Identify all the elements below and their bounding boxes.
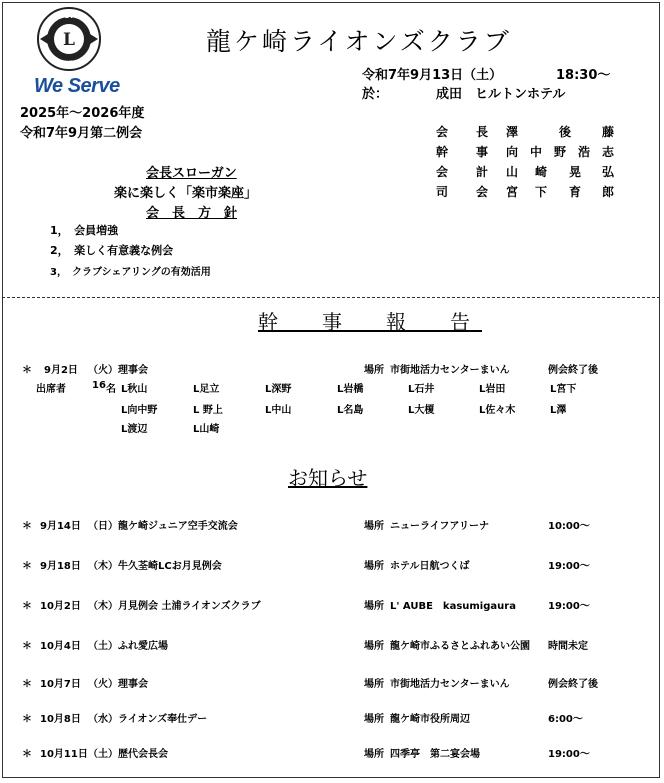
attendee: L澤 — [550, 405, 567, 416]
notice-place-label: 場所 — [364, 601, 384, 612]
attendee: L 野上 — [193, 405, 223, 416]
notice-place-label: 場所 — [364, 679, 384, 690]
attendee: L秋山 — [121, 384, 148, 395]
attendee: L岩田 — [479, 384, 506, 395]
notice-time: 19:00～ — [548, 749, 590, 760]
fiscal-year: 2025年～2026年度 — [20, 106, 145, 121]
notice-place: ホテル日航つくば — [390, 561, 470, 572]
attendee: L宮下 — [550, 384, 577, 395]
venue-label: 於： — [362, 87, 389, 102]
notice-time: 6:00～ — [548, 714, 583, 725]
notice-event: 月見例会 土浦ライオンズクラブ — [118, 601, 261, 612]
notice-place: 龍ケ崎市役所周辺 — [390, 714, 470, 725]
notice-bullet: ＊ — [22, 714, 32, 725]
notice-date: 10月4日 — [40, 641, 81, 652]
notice-place: ニューライフアリーナ — [390, 521, 489, 532]
attendee: L石井 — [408, 384, 435, 395]
notice-day: （日） — [88, 521, 118, 532]
notice-place-label: 場所 — [364, 749, 384, 760]
attendee: L渡辺 — [121, 424, 148, 435]
logo-bottom-text: INTERNATIONAL — [52, 60, 86, 65]
notice-event: ライオンズ奉仕デー — [118, 714, 208, 725]
notice-place-label: 場所 — [364, 714, 384, 725]
meeting-name: 令和7年9月第二例会 — [20, 126, 143, 141]
officer-mc: 司 会 宮 下 育 郎 — [436, 185, 615, 199]
notice-time: 10:00～ — [548, 521, 590, 532]
notice-place: L' AUBE kasumigaura — [390, 601, 516, 612]
venue: 成田 ヒルトンホテル — [436, 87, 566, 102]
attendee: L佐々木 — [479, 405, 516, 416]
notice-time: 時間未定 — [548, 641, 588, 652]
notice-day: （木） — [88, 601, 118, 612]
attendee: L足立 — [193, 384, 220, 395]
meeting-date: 令和7年9月13日（土） — [362, 68, 503, 83]
notice-place-label: 場所 — [364, 641, 384, 652]
attendees-unit: 名 — [106, 384, 116, 395]
notice-bullet: ＊ — [22, 601, 32, 612]
notice-bullet: ＊ — [22, 641, 32, 652]
notice-time: 例会終了後 — [548, 679, 598, 690]
attendee: L中山 — [265, 405, 292, 416]
attendee: L山崎 — [193, 424, 220, 435]
notice-place: 市街地活力センターまいん — [390, 679, 510, 690]
notice-place: 龍ケ崎市ふるさとふれあい公園 — [390, 641, 530, 652]
notice-event: ふれ愛広場 — [118, 641, 168, 652]
policy-3: 3， クラブシェアリングの有効活用 — [50, 267, 211, 278]
officer-treasurer: 会 計 山 崎 晃 弘 — [436, 165, 615, 179]
notice-event: 龍ケ崎ジュニア空手交流会 — [118, 521, 238, 532]
notice-time: 19:00～ — [548, 561, 590, 572]
notice-event: 牛久荃崎LCお月見例会 — [118, 561, 222, 572]
officer-president: 会 長 澤 後 藤 — [436, 125, 615, 139]
notice-date: 9月18日 — [40, 561, 81, 572]
attendee: L深野 — [265, 384, 292, 395]
attendee: L岩橋 — [337, 384, 364, 395]
policy-2: 2， 楽しく有意義な例会 — [50, 244, 174, 257]
notice-date: 10月8日 — [40, 714, 81, 725]
slogan-text: 楽に楽しく「楽市楽座」 — [114, 186, 258, 201]
notice-day: （土） — [88, 749, 118, 760]
lions-logo — [36, 6, 102, 72]
notice-day: （火） — [88, 679, 118, 690]
section-divider — [2, 297, 660, 298]
attendee: L大榎 — [408, 405, 435, 416]
notice-bullet: ＊ — [22, 561, 32, 572]
notice-date: 10月11日 — [40, 749, 88, 760]
notice-place: 四季亭 第二宴会場 — [390, 749, 480, 760]
meeting-time: 18:30～ — [556, 68, 611, 83]
slogan-heading: 会長スローガン — [146, 166, 237, 181]
policy-1: 1， 会員増強 — [50, 224, 119, 237]
club-title: 龍ケ崎ライオンズクラブ — [206, 27, 512, 56]
notice-place-label: 場所 — [364, 561, 384, 572]
notice-day: （水） — [88, 714, 118, 725]
notice-place-label: 場所 — [364, 521, 384, 532]
notice-day: （土） — [88, 641, 118, 652]
notice-day: （木） — [88, 561, 118, 572]
we-serve-tagline: We Serve — [34, 75, 120, 97]
notice-bullet: ＊ — [22, 679, 32, 690]
notice-bullet: ＊ — [22, 521, 32, 532]
notices-title: お知らせ — [288, 466, 368, 490]
policy-heading: 会 長 方 針 — [146, 206, 238, 221]
notice-event: 歴代会長会 — [118, 749, 168, 760]
notice-date: 10月7日 — [40, 679, 81, 690]
logo-letter: L — [63, 30, 75, 50]
report-title: 幹 事 報 告 — [258, 310, 482, 334]
attendees-label: 出席者 — [36, 384, 66, 395]
notice-date: 9月14日 — [40, 521, 81, 532]
attendees-count: 16 — [92, 380, 106, 391]
attendee: L名島 — [337, 405, 364, 416]
officer-secretary: 幹 事 向 中 野 浩 志 — [436, 145, 615, 159]
notice-bullet: ＊ — [22, 749, 32, 760]
notice-time: 19:00～ — [548, 601, 590, 612]
attendee: L向中野 — [121, 405, 158, 416]
notice-event: 理事会 — [118, 679, 148, 690]
logo-ring-text: LIONS — [55, 11, 83, 20]
notice-date: 10月2日 — [40, 601, 81, 612]
